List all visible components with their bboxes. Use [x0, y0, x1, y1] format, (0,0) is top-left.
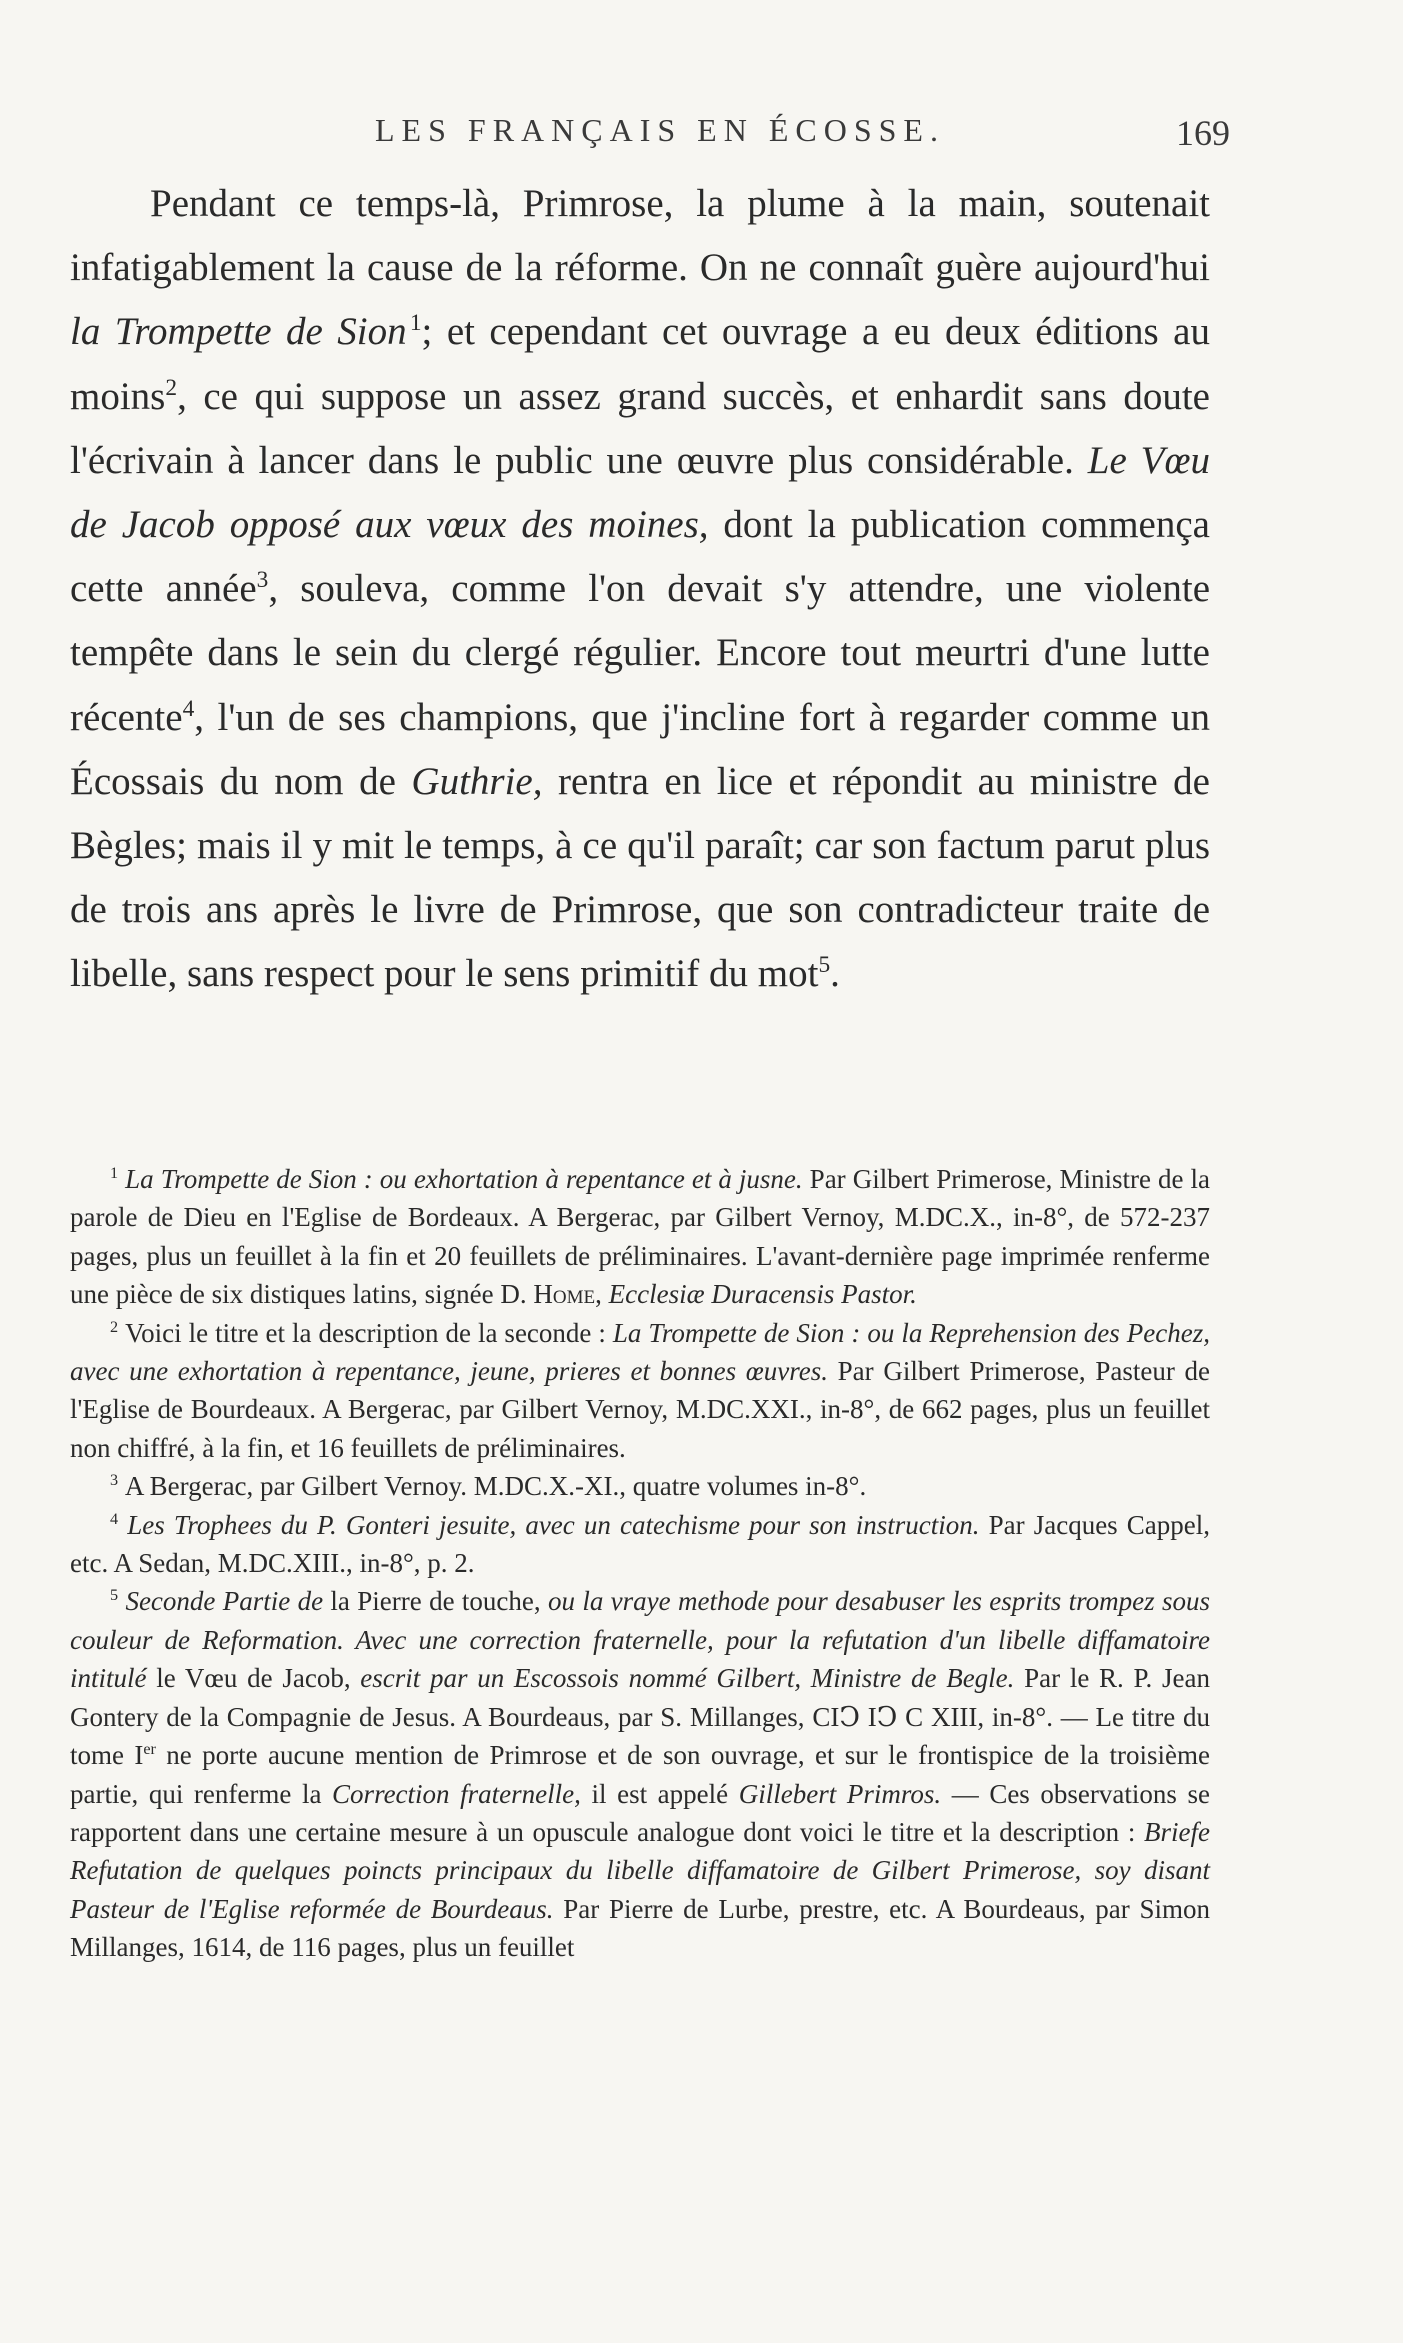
- note-text: La Trompette de Sion : ou la Reprehension des Pechez, avec une exhortation à repentance, jeune, prieres et bonnes œuvres.: [70, 1317, 1210, 1387]
- footnote-2: [70, 1314, 1210, 1468]
- note-text: Par Gilbert Primerose, Pasteur de l'Eglise de Bourdeaux. A Bergerac, par Gilbert Vernoy, M.DC.XXI., in-8°, de 662 pages, plus un feuillet non chiffré, à la fin, et 16 feuillets de préliminaires.: [70, 1356, 1210, 1463]
- note-text: il est appelé: [580, 1778, 739, 1809]
- footnote-number: 5: [110, 1586, 119, 1605]
- book-title: Le Vœu de Jacob opposé aux vœux des moines,: [70, 438, 1210, 547]
- footnote-number: 4: [110, 1509, 119, 1528]
- text-run: .: [830, 952, 840, 996]
- note-text: Les Trophees du P. Gonteri jesuite, avec un catechisme pour son instruction.: [127, 1509, 980, 1540]
- footnote-4: [70, 1506, 1210, 1583]
- note-text: Correction fraternelle,: [332, 1778, 581, 1809]
- text-run: rentra en lice et répondit au ministre de Bègles; mais il y mit le temps, à ce qu'il paraît; car son factum parut plus de trois ans après le livre de Primrose, que son contradicteur traite de libelle, sans respect pour le sens primitif du mot: [70, 759, 1210, 996]
- note-text: Par Jacques Cappel, etc. A Sedan, M.DC.XIII., in-8°, p. 2.: [70, 1509, 1211, 1579]
- footnote-ref: 3: [256, 567, 269, 594]
- footnote-number: 3: [110, 1471, 119, 1490]
- running-head: LES FRANÇAIS EN ÉCOSSE.: [375, 112, 945, 148]
- note-text: Briefe Refutation de quelques poincts principaux du libelle diffamatoire de Gilbert Primerose, soy disant Pasteur de l'Eglise reformée de Bourdeaus.: [70, 1816, 1210, 1924]
- main-paragraph: [70, 172, 1210, 1007]
- note-text: Par Gilbert Primerose, Ministre de la parole de Dieu en l'Eglise de Bordeaux. A Bergerac, par Gilbert Vernoy, M.DC.X., in-8°, de 572-237 pages, plus un feuillet à la fin et 20 feuillets de préliminaires. L'avant-dernière page imprimée renferme une pièce de six distiques latins, signée D.: [70, 1164, 1210, 1310]
- note-text: escrit par un Escossois nommé Gilbert, Ministre de Begle.: [360, 1663, 1015, 1694]
- text-run: ; et cependant cet ouvrage a eu deux éditions au moins: [70, 310, 1210, 418]
- note-text: Seconde Partie de: [125, 1586, 324, 1617]
- footnote-5: [70, 1582, 1210, 1966]
- note-text: Ecclesiæ Duracensis Pastor.: [608, 1279, 917, 1310]
- note-text: Par Pierre de Lurbe, prestre, etc. A Bourdeaus, par Simon Millanges, 1614, de 116 pages, plus un feuillet: [70, 1893, 1210, 1963]
- footnote-ref: 1: [409, 310, 422, 337]
- note-text: la Pierre de touche,: [323, 1586, 548, 1617]
- text-run: , ce qui suppose un assez grand succès, et enhardit sans doute l'écrivain à lancer dans le public une œuvre plus considérable.: [70, 374, 1210, 482]
- note-text: A Bergerac, par Gilbert Vernoy. M.DC.X.-XI., quatre volumes in-8°.: [124, 1471, 867, 1502]
- note-text: Par le R. P. Jean Gontery de la Compagnie de Jesus. A Bourdeaus, par S. Millanges, CIↃ IↃ C XIII, in-8°. — Le titre du tome I: [70, 1663, 1210, 1771]
- footnote-number: 1: [110, 1164, 119, 1182]
- footnote-3: [70, 1467, 1210, 1505]
- person-name: Guthrie,: [411, 759, 543, 803]
- note-text: le Vœu de Jacob,: [146, 1663, 361, 1694]
- text-run: dont la publication commença cette année: [70, 503, 1210, 611]
- note-text: ou la vraye methode pour desabuser les esprits trompez sous couleur de Reformation. Avec une correction fraternelle, pour la refutation d'un libelle diffamatoire intitulé: [70, 1586, 1211, 1694]
- text-run: , souleva, comme l'on devait s'y attendre, une violente tempête dans le sein du clergé régulier. Encore tout meurtri d'une lutte récente: [70, 567, 1211, 739]
- note-text: ne porte aucune mention de Primrose et de son ouvrage, et sur le frontispice de la troisième partie, qui renferme la: [70, 1740, 1210, 1809]
- footnote-1: [70, 1160, 1210, 1314]
- text-run: Pendant ce temps-là, Primrose, la plume à la main, soutenait infatigablement la cause de la réforme. On ne connaît guère aujourd'hui: [70, 182, 1210, 290]
- page-header: [70, 112, 1230, 160]
- footnote-number: 2: [110, 1317, 119, 1336]
- note-text: Gillebert Primros.: [738, 1778, 942, 1809]
- note-text: — Ces observations se rapportent dans une certaine mesure à un opuscule analogue dont voici le titre et la description :: [70, 1778, 1210, 1847]
- footnotes: [70, 1160, 1210, 1967]
- note-text: er: [143, 1740, 156, 1759]
- book-title: la Trompette de Sion: [70, 310, 407, 354]
- footnote-ref: 2: [165, 374, 178, 401]
- note-text: Voici le titre et la description de la seconde :: [125, 1317, 613, 1348]
- note-text: ,: [595, 1279, 609, 1310]
- footnote-ref: 4: [182, 695, 195, 722]
- page-number: 169: [1176, 113, 1230, 153]
- text-run: , l'un de ses champions, que j'incline fort à regarder comme un Écossais du nom de: [70, 695, 1210, 803]
- footnote-ref: 5: [818, 952, 831, 979]
- note-text: Home: [533, 1279, 596, 1310]
- note-text: La Trompette de Sion : ou exhortation à repentance et à jusne.: [125, 1164, 803, 1194]
